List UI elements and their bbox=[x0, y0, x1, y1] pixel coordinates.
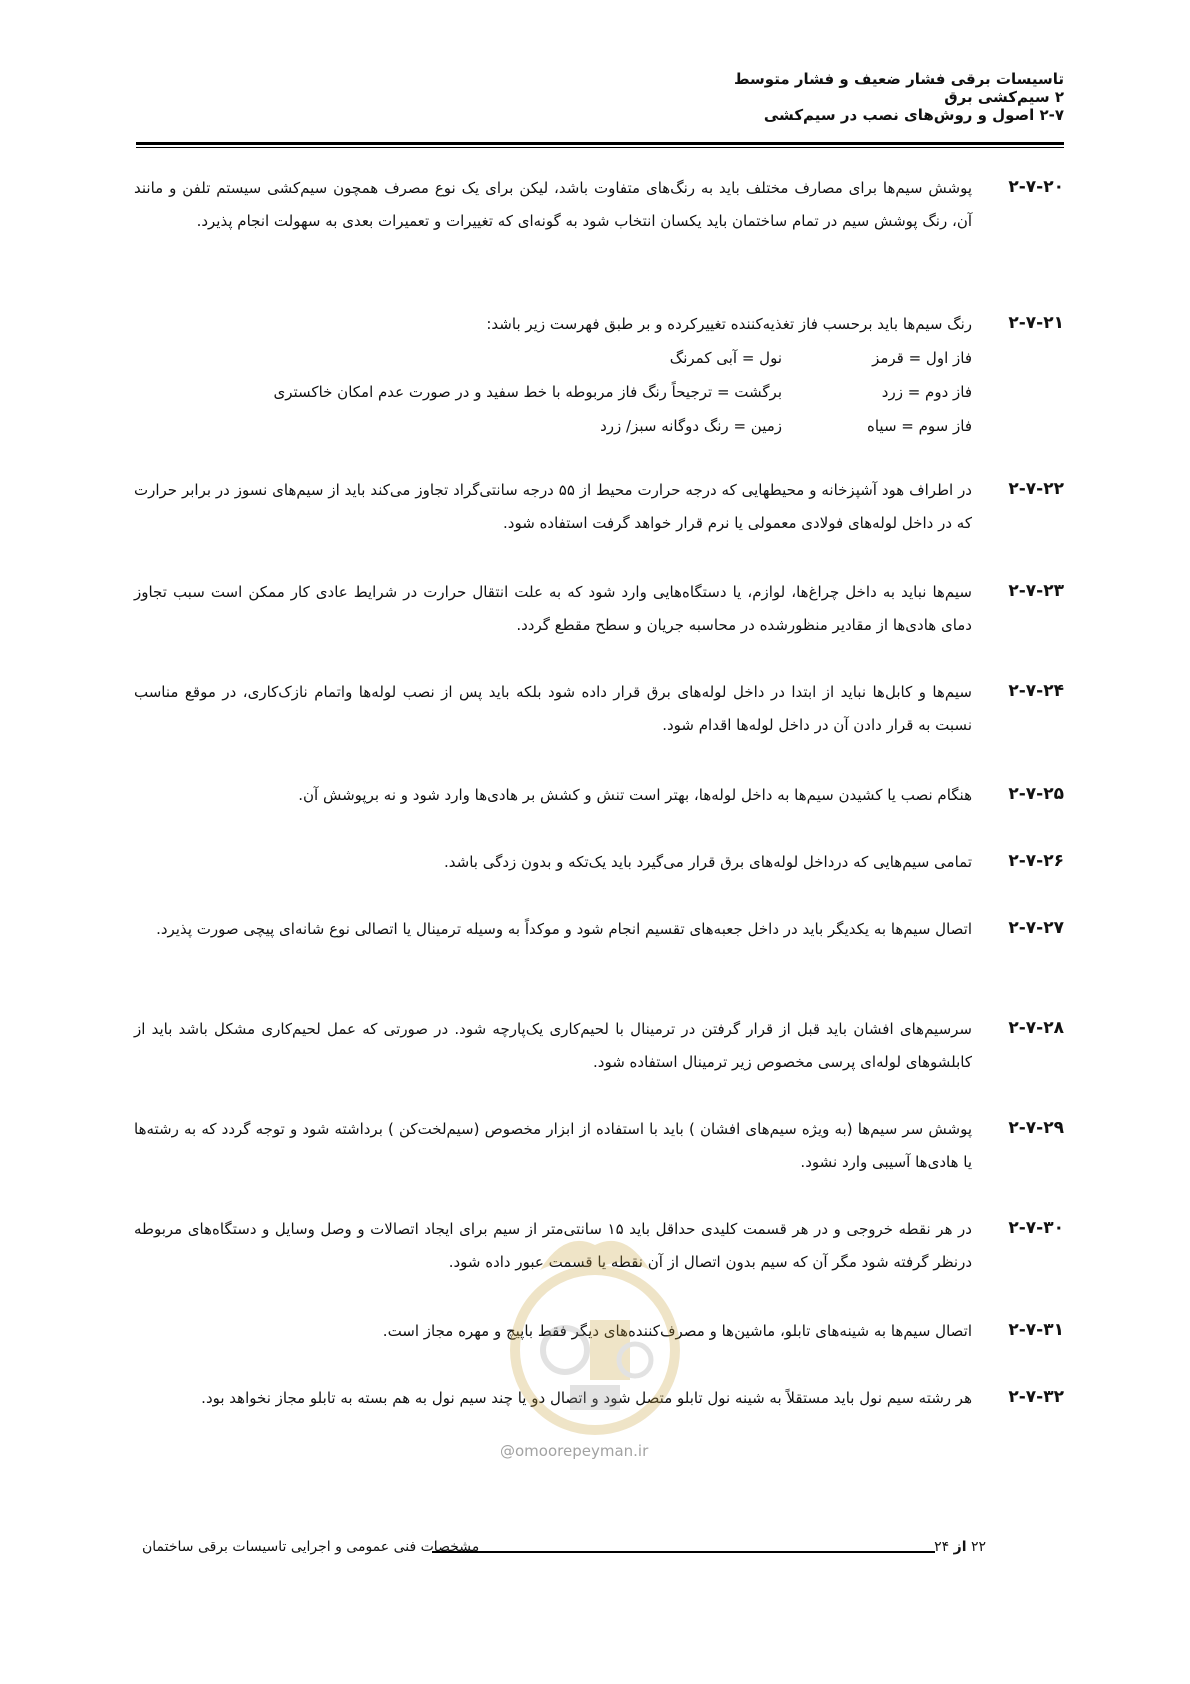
clause-31 bbox=[134, 1315, 1064, 1351]
list-item bbox=[134, 375, 972, 409]
clause-number: ۲-۷-۲۵ bbox=[1008, 784, 1064, 804]
clause-30 bbox=[134, 1213, 1064, 1283]
clause-28 bbox=[134, 1013, 1064, 1083]
clause-25 bbox=[134, 779, 1064, 815]
clause-number: ۲-۷-۲۸ bbox=[1008, 1018, 1064, 1038]
conductor-color: زمین = رنگ دوگانه سبز/ زرد bbox=[600, 417, 782, 435]
list-item bbox=[134, 409, 972, 443]
page-total: ۲۴ bbox=[934, 1539, 950, 1555]
clause-text: سیم‌ها نباید به داخل چراغ‌ها، لوازم، یا دستگاه‌هایی وارد شود که به علت انتقال حرارت در شرایط عادی کار ممکن است سبب تجاوز دمای هادی‌ها از مقادیر منظورشده در محاسبه جریان و سطح مقطع گردد. bbox=[134, 583, 972, 634]
footer-title: مشخصات فنی عمومی و اجرایی تاسیسات برقی ساختمان bbox=[142, 1539, 480, 1555]
phase-color: فاز اول = قرمز bbox=[872, 349, 972, 367]
page-number bbox=[934, 1539, 986, 1555]
clause-number: ۲-۷-۲۷ bbox=[1008, 918, 1064, 938]
clause-21 bbox=[134, 308, 1064, 438]
header-chapter: ۲ سیم‌کشی برق bbox=[944, 88, 1064, 106]
clause-number: ۲-۷-۲۱ bbox=[1008, 313, 1064, 333]
clause-text: در هر نقطه خروجی و در هر قسمت کلیدی حداقل باید ۱۵ سانتی‌متر از سیم برای ایجاد اتصالات و وصل وسایل و دستگاه‌های مربوطه درنظر گرفته شود مگر آن که سیم بدون اتصال از آن نقطه یا قسمت عبور داده شود. bbox=[134, 1220, 972, 1271]
clause-number: ۲-۷-۲۳ bbox=[1008, 581, 1064, 601]
clause-number: ۲-۷-۲۶ bbox=[1008, 851, 1064, 871]
clause-text: در اطراف هود آشپزخانه و محیطهایی که درجه حرارت محیط از ۵۵ درجه سانتی‌گراد تجاوز می‌کند باید از سیم‌های نسوز در برابر حرارت که در داخل لوله‌های فولادی معمولی یا نرم قرار خواهد گرفت استفاده شود. bbox=[134, 481, 972, 532]
footer-rule bbox=[432, 1551, 935, 1553]
header-section: ۲-۷ اصول و روش‌های نصب در سیم‌کشی bbox=[763, 106, 1064, 124]
clause-number: ۲-۷-۳۱ bbox=[1008, 1320, 1064, 1340]
clause-text: تمامی سیم‌هایی که درداخل لوله‌های برق قرار می‌گیرد باید یک‌تکه و بدون زدگی باشد. bbox=[444, 853, 972, 871]
clause-text: اتصال سیم‌ها به شینه‌های تابلو، ماشین‌ها و مصرف‌کننده‌های دیگر فقط باپیچ و مهره مجاز است. bbox=[382, 1322, 972, 1340]
clause-23 bbox=[134, 576, 1064, 646]
clause-number: ۲-۷-۳۲ bbox=[1008, 1387, 1064, 1407]
clause-20 bbox=[134, 172, 1064, 272]
page-header bbox=[124, 70, 1064, 124]
clause-24 bbox=[134, 676, 1064, 746]
clause-26 bbox=[134, 846, 1064, 882]
clause-number: ۲-۷-۲۰ bbox=[1008, 177, 1064, 197]
phase-color: فاز دوم = زرد bbox=[881, 383, 972, 401]
clause-text: سرسیم‌های افشان باید قبل از قرار گرفتن در ترمینال با لحیم‌کاری یک‌پارچه شود. در صورتی که عمل لحیم‌کاری مشکل باشد باید از کابلشوهای لوله‌ای پرسی مخصوص زیر ترمینال استفاده شود. bbox=[134, 1020, 972, 1071]
wire-color-list bbox=[134, 341, 972, 443]
page-of: از bbox=[953, 1539, 967, 1555]
clause-text: هنگام نصب یا کشیدن سیم‌ها به داخل لوله‌ها، بهتر است تنش و کشش بر هادی‌ها وارد شود و نه برپوشش آن. bbox=[298, 786, 972, 804]
clause-text: اتصال سیم‌ها به یکدیگر باید در داخل جعبه‌های تقسیم انجام شود و موکداً به وسیله ترمینال یا اتصالی نوع شانه‌ای پیچی صورت پذیرد. bbox=[156, 920, 972, 938]
conductor-color: برگشت = ترجیحاً رنگ فاز مربوطه با خط سفید و در صورت عدم امکان خاکستری bbox=[273, 383, 782, 401]
clause-number: ۲-۷-۲۴ bbox=[1008, 681, 1064, 701]
phase-color: فاز سوم = سیاه bbox=[867, 417, 972, 435]
header-rule-thin bbox=[136, 147, 1064, 148]
watermark-site: @omoorepeyman.ir bbox=[500, 1442, 649, 1460]
clause-22 bbox=[134, 474, 1064, 544]
clause-number: ۲-۷-۳۰ bbox=[1008, 1218, 1064, 1238]
clause-text: سیم‌ها و کابل‌ها نباید از ابتدا در داخل لوله‌های برق قرار داده شود بلکه باید پس از نصب لوله‌ها واتمام نازک‌کاری، در موقع مناسب نسبت به قرار دادن آن در داخل لوله‌ها اقدام شود. bbox=[134, 683, 972, 734]
conductor-color: نول = آبی کمرنگ bbox=[669, 349, 782, 367]
clause-text: هر رشته سیم نول باید مستقلاً به شینه نول تابلو متصل شود و اتصال دو یا چند سیم نول به هم بسته به تابلو مجاز نخواهد بود. bbox=[201, 1389, 972, 1407]
page-current: ۲۲ bbox=[970, 1539, 986, 1555]
clause-number: ۲-۷-۲۲ bbox=[1008, 479, 1064, 499]
header-rule-thick bbox=[136, 142, 1064, 145]
clause-text: رنگ سیم‌ها باید برحسب فاز تغذیه‌کننده تغییرکرده و بر طبق فهرست زیر باشد: bbox=[486, 315, 972, 333]
header-title: تاسیسات برقی فشار ضعیف و فشار متوسط bbox=[733, 70, 1064, 88]
clause-text: پوشش سر سیم‌ها (به ویژه سیم‌های افشان ) باید با استفاده از ابزار مخصوص (سیم‌لخت‌کن ) برداشته شود و توجه گردد که به رشته‌ها یا هادی‌ها آسیبی وارد نشود. bbox=[134, 1120, 972, 1171]
clause-number: ۲-۷-۲۹ bbox=[1008, 1118, 1064, 1138]
clause-text: پوشش سیم‌ها برای مصارف مختلف باید به رنگ‌های متفاوت باشد، لیکن برای یک نوع مصرف همچون سیم‌کشی سیستم تلفن و مانند آن، رنگ پوشش سیم در تمام ساختمان باید یکسان انتخاب شود به گونه‌ای که تغییرات و تعمیرات بعدی به سهولت انجام پذیرد. bbox=[134, 179, 972, 230]
clause-29 bbox=[134, 1113, 1064, 1183]
list-item bbox=[134, 341, 972, 375]
clause-27 bbox=[134, 913, 1064, 983]
